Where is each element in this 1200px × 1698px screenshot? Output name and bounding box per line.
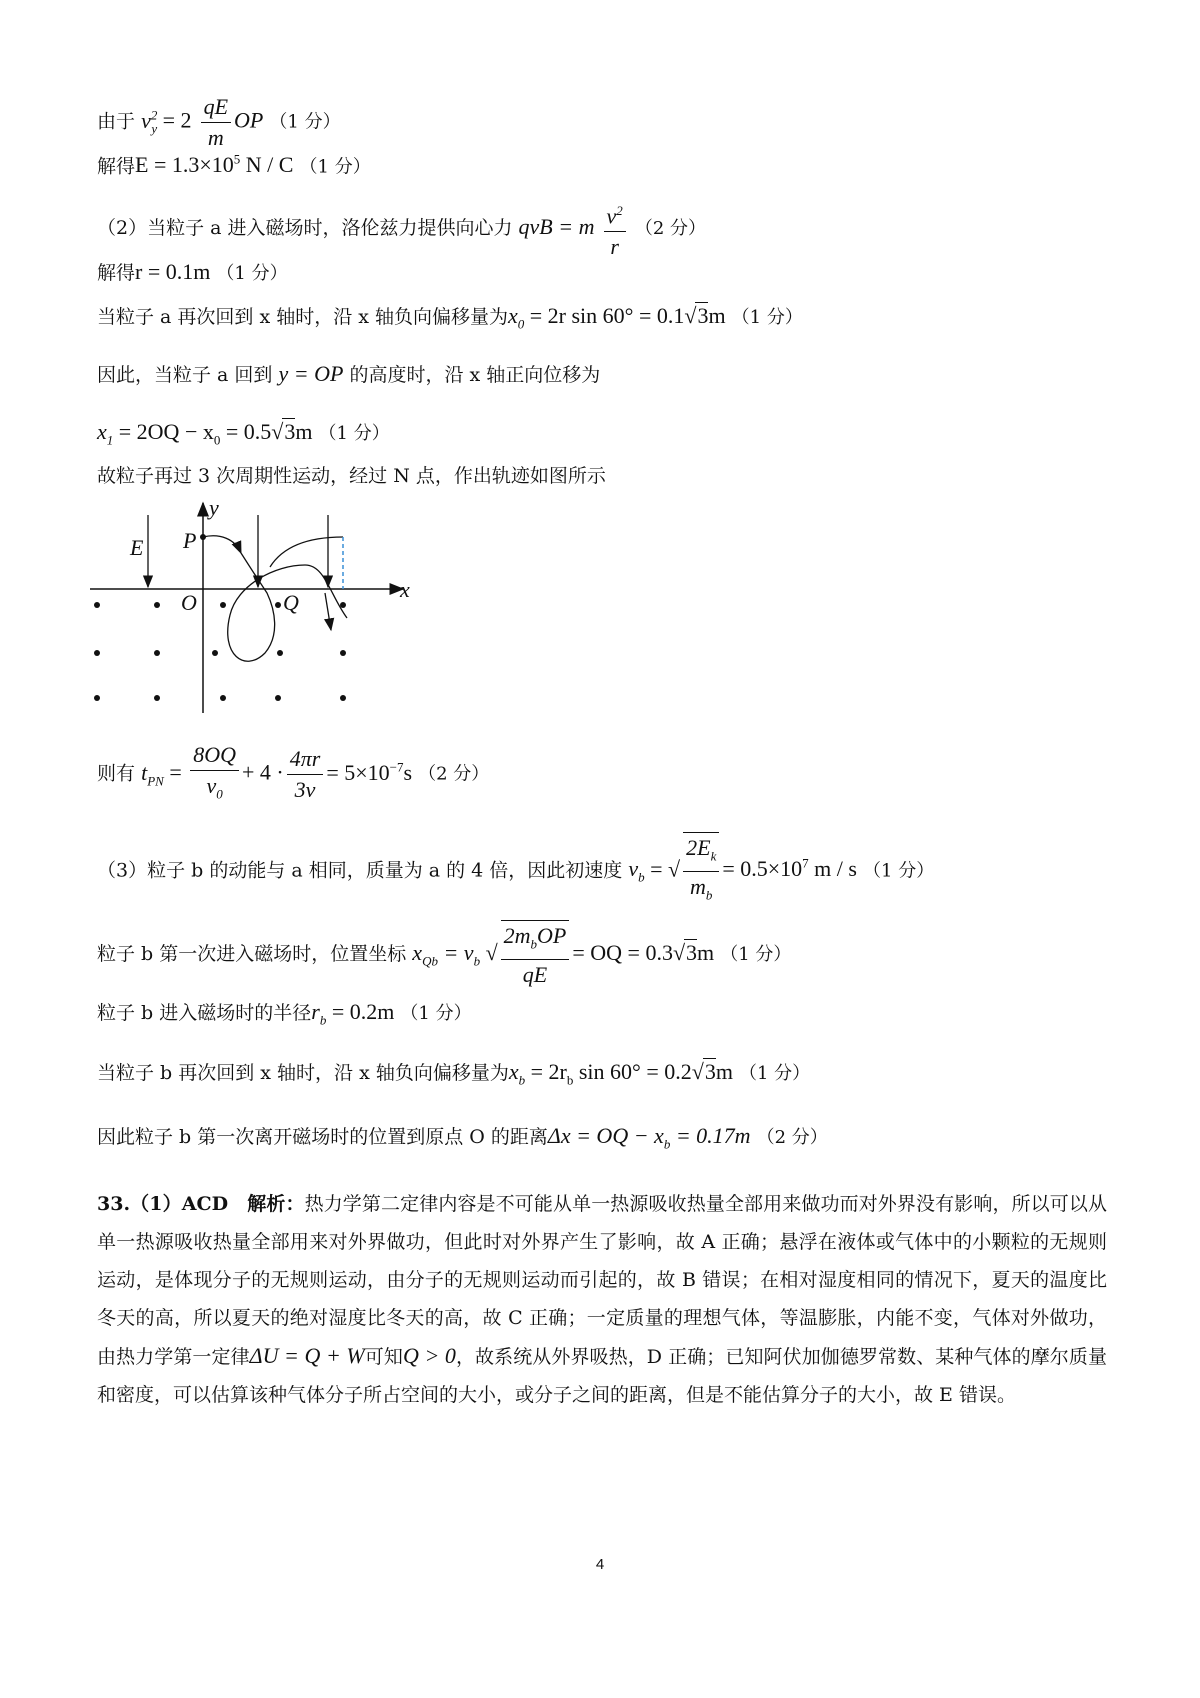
- part3-heading: （3）粒子 b 的动能与 a 相同，质量为 a 的 4 倍，因此初速度 $v_b$ = √ $\frac{2E_k}{m_b}$ = $0.5\times 10^7$ m / s （1 分）: [97, 832, 934, 911]
- fraction-2mbOP-qE: $\frac{2m_bOP}{qE}$: [501, 920, 570, 990]
- text: 的高度时，沿 x 轴正向位移为: [349, 364, 601, 386]
- math-dx: Δx = OQ − $x_b = 0.17m$: [547, 1123, 751, 1152]
- math-expr: = 2r sin 60° = 0.1√3m: [524, 303, 726, 328]
- score: （1 分）: [216, 263, 288, 284]
- score: （1 分）: [863, 860, 935, 882]
- text: 因此，当粒子 a 回到: [97, 364, 273, 386]
- trajectory-path-1: [203, 536, 241, 553]
- math-x0: $x_0$: [508, 303, 525, 332]
- score: （1 分）: [299, 156, 371, 178]
- q33-answer: [97, 1185, 1107, 1414]
- text-prefix: 解得: [97, 262, 136, 284]
- math-OP: OP: [234, 107, 264, 133]
- text: （2）当粒子 a 进入磁场时，洛伦兹力提供向心力: [97, 217, 513, 240]
- math-xQb: $x_{Qb} = v_b$: [412, 940, 481, 969]
- text-prefix: 由于: [97, 110, 136, 133]
- text: 当粒子 a 再次回到 x 轴时，沿 x 轴负向偏移量为: [97, 306, 508, 328]
- text-back-to-OP: [97, 360, 600, 389]
- math-expr: = $2r_b$ sin 60° = 0.2√3m: [525, 1059, 733, 1088]
- trajectory-exit-arrow: [325, 593, 331, 630]
- equation-E: [97, 146, 371, 181]
- math-eq: = 2: [157, 107, 192, 133]
- math-tail: = $0.5\times 10^7$ m / s: [722, 856, 857, 882]
- equation-xQb: 粒子 b 第一次进入磁场时，位置坐标 $x_{Qb} = v_b$ √ $\frac{2m_bOP}{qE}$ = OQ = 0.3√3m （1 分）: [97, 920, 791, 990]
- math-xb: $x_b$: [508, 1059, 526, 1088]
- text-cycle: [97, 462, 606, 490]
- text: 粒子 b 第一次进入磁场时，位置坐标: [97, 943, 407, 966]
- math-lhs: qvB = m: [518, 214, 595, 240]
- text: （3）粒子 b 的动能与 a 相同，质量为 a 的 4 倍，因此初速度: [97, 859, 623, 882]
- part2-heading: [97, 196, 706, 262]
- text: 当粒子 b 再次回到 x 轴时，沿 x 轴负向偏移量为: [97, 1062, 509, 1084]
- label-x: x: [400, 577, 410, 602]
- fraction-2Ek-mb: $\frac{2E_k}{m_b}$: [683, 832, 719, 911]
- label-O: O: [181, 590, 197, 615]
- label-y: y: [209, 495, 219, 520]
- score: （1 分）: [731, 307, 803, 328]
- math-vb: $v_b$: [628, 856, 645, 885]
- trajectory-arc-top: [270, 537, 343, 567]
- text: 因此粒子 b 第一次离开磁场时的位置到原点 O 的距离: [97, 1126, 548, 1148]
- equation-dx: [97, 1122, 828, 1158]
- fraction-qE-m: $\frac{qE}{m}$: [201, 92, 231, 153]
- score: （1 分）: [720, 944, 792, 966]
- math-first-law: ΔU = Q + W: [249, 1343, 365, 1368]
- score: （1 分）: [738, 1063, 811, 1084]
- q33-text: 可知: [364, 1346, 403, 1368]
- fraction-8OQ-v0: $\frac{8OQ}{v_0}$: [190, 740, 239, 809]
- math-r: r = 0.1m: [135, 259, 211, 284]
- q33-text: 热力学第二定律内容是不可能从单一热源吸收热量全部用来做功而对外界没有影响，所以可以从单一热源吸收热量全部用来对外界做功，但此时对外界产生了影响，故 A 正确；悬浮在液体或气体中的小颗粒的无规则运动，是体现分子的无规则运动，由分子的无规则运动而引起的，故 B 错误；在相对湿度相同的情况下，夏天的温度比冬天的高，所以夏天的绝对湿度比冬天的高，故 C 正确；一定质量的理想气体，等温膨胀，内能不变，气体对外做功，由热力学第一定律: [97, 1193, 1107, 1368]
- text: 故粒子再过 3 次周期性运动，经过 N 点，作出轨迹如图所示: [97, 465, 606, 487]
- text-prefix: 解得: [97, 155, 136, 178]
- fraction-4pir-3v: $\frac{4\pi r}{3v}$: [287, 744, 324, 805]
- page-number: 4: [595, 1556, 605, 1573]
- math-vy: $v^2_y$: [141, 107, 158, 136]
- math-rb: $r_b$: [311, 999, 327, 1028]
- score: （2 分）: [418, 763, 490, 785]
- fraction-v2-r: $\frac{v^2}{r}$: [604, 196, 626, 262]
- math-expr: = $2OQ - x_0 = 0.5√3m$: [113, 419, 313, 448]
- label-Q: Q: [283, 590, 299, 615]
- math-y-OP: y = OP: [278, 361, 344, 386]
- score: （1 分）: [318, 423, 390, 444]
- text: 粒子 b 进入磁场时的半径: [97, 1002, 312, 1024]
- math-expr: = 0.2m: [326, 999, 395, 1024]
- math-tPN: $t_{PN}$: [141, 759, 164, 789]
- text-prefix: 则有: [97, 762, 136, 785]
- score: （2 分）: [756, 1127, 828, 1148]
- score: （1 分）: [269, 111, 341, 133]
- equation-rb: [97, 998, 472, 1034]
- equation-r: [97, 258, 288, 288]
- math-mid: + 4 ·: [242, 759, 284, 785]
- math-x1: $x_1$: [97, 419, 114, 448]
- label-E: E: [130, 535, 144, 560]
- trajectory-figure: [85, 495, 435, 720]
- math-tail: = $5\times 10^{-7}s$: [326, 759, 413, 785]
- score: （2 分）: [634, 218, 707, 240]
- equation-x0: [97, 302, 803, 338]
- equation-tPN: 则有 $t_{PN}$ = $\frac{8OQ}{v_0}$ + 4 · $\frac{4\pi r}{3v}$ = $5\times 10^{-7}s$ （2 分）: [97, 740, 489, 809]
- equation-xb: [97, 1058, 810, 1094]
- math-E: $E = 1.3\times 10^5$ N / C: [135, 152, 294, 178]
- math-tail: = OQ = 0.3√3m: [572, 940, 715, 966]
- q33-text: ，故系统从外界吸热，D 正确；已知阿伏加伽德罗常数、某种气体的摩尔质量和密度，可以估算该种气体分子所占空间的大小，或分子之间的距离，但是不能估算分子的大小，故 E 错误。: [97, 1346, 1107, 1406]
- math-Q-positive: Q > 0: [402, 1343, 456, 1368]
- score: （1 分）: [400, 1003, 472, 1024]
- q33-heading: 33.（1）ACD 解析：: [97, 1193, 305, 1215]
- magnetic-field-dots: [94, 602, 346, 701]
- label-P: P: [183, 528, 197, 553]
- equation-x1: [97, 418, 390, 454]
- equation-vy: [97, 92, 341, 153]
